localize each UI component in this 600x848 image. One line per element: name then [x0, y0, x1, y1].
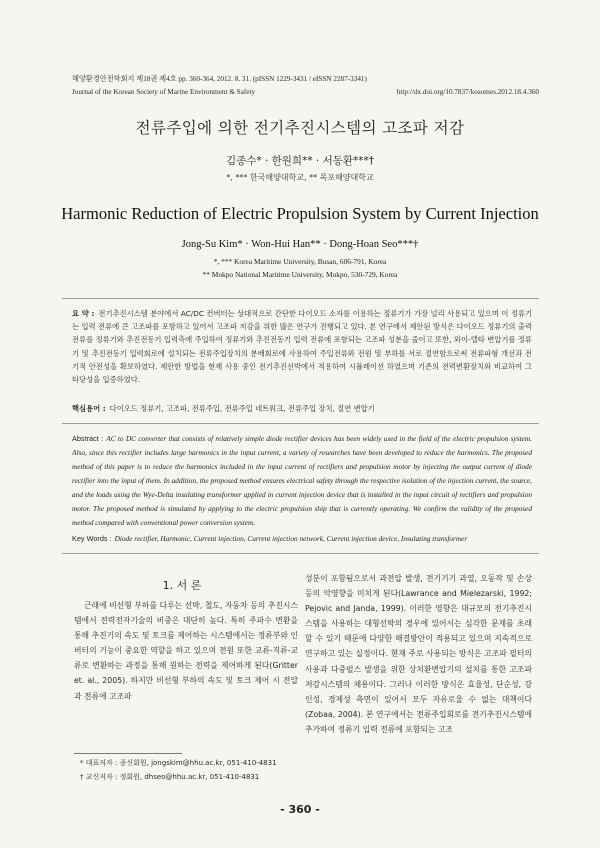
page-number: - 360 -	[280, 803, 320, 816]
footnote-corresponding-author: † 교신저자 : 정회원, dhseo@hhu.ac.kr, 051-410-4831	[80, 773, 260, 781]
keywords-korean	[72, 404, 532, 414]
title-korean: 전류주입에 의한 전기추진시스템의 고조파 저감	[135, 119, 465, 137]
body-column-left: 근래에 비선형 부하를 다루는 선박, 철도, 자동차 등의 추진시스템에서 전력전자기술의 비중은 대단히 높다. 특히 주파수 변환을 통해 추진기의 속도 및 토크를 제어하는 시스템에서는 정류부와 인버터의 기능이 중요한 역할을 하고 있으며 전원 또한 교류-직류-교류로 변환하는 과정을 통해 원하는 전력을 제어하게 된다(Gritter et. al., 2005). 하지만 비선형 부하의 속도 및 토크 제어 시 전압과 전류에 고조파	[74, 601, 298, 701]
journal-issue-line: 해양환경안전학회지 제18권 제4호 pp. 360-364, 2012. 8. 31. (pISSN 1229-3431 / eISSN 2287-3341)	[72, 75, 367, 83]
divider-middle	[62, 423, 539, 424]
section-heading-introduction: 1. 서 론	[162, 579, 202, 592]
abstract-english	[72, 432, 532, 530]
divider-bottom	[62, 553, 539, 554]
affiliation-english-2: ** Mokpo National Maritime University, Mokpo, 530-729, Korea	[202, 270, 398, 279]
footnote-rule	[74, 753, 182, 754]
body-column-right: 성분이 포함됨으로서 과전압 발생, 전기기기 과열, 오동작 및 손상 등의 악영향을 미치게 된다(Lawrance and Mielezarski, 1992; Pejovic and Janda, 1999). 이러한 영향은 대규모의 전기추진시스템을 사용하는 대형선박의 경우에 있어서는 심각한 문제를 초래할 수 있기 때문에 다양한 해결방안이 적용되고 있으며 지속적으로 연구하고 있는 실정이다. 현재 주로 사용되는 방식은 고조파 필터의 사용과 다중펄스 발생을 위한 상치환변압기의 설치를 통한 고조파 저감시스템의 채용이다. 그러나 이러한 방식은 효율성, 단순성, 강인성, 경제성 측면이 있어서 모두 자유로울 수 없는 대책이다(Zobaa, 2004). 본 연구에서는 전류주입회로를 전기추진시스템에 추가하여 정류기 입력 전류에 포함되는 고조	[305, 574, 532, 734]
abstract-korean-label: 요 약 :	[72, 309, 95, 318]
keywords-korean-label: 핵심용어 :	[72, 404, 106, 413]
authors-korean: 김종수* · 한원희** · 서동환***†	[225, 155, 375, 167]
divider-top	[62, 298, 539, 299]
affiliation-english-1: *, *** Korea Maritime University, Busan, 606-791, Korea	[213, 257, 387, 266]
footnote-lead-author: * 대표저자 : 종신회원, jongskim@hhu.ac.kr, 051-410-4831	[80, 759, 277, 767]
abstract-english-label: Abstract :	[72, 434, 104, 443]
abstract-english-text: AC to DC converter that consists of relatively simple diode rectifier devices has been widely used in the field of the electric propulsion system. Also, since this rectifier includes large harmonics in the input current, a variety of researches have been developed to reduce the harmonics. The proposed method of this paper is to reduce the harmonics included in the input current of rectifiers and propulsion motor by injecting the output current of diode rectifier into the input of them. In addition, the proposed method ensures electrical safety through the respective isolation of the injection current, the source, and the loads using the Wye-Delta insulating transformer applied in current injection device that is installed in the input circuit of rectifiers and propulsion motor. The proposed method is simulated by applying to the electric propulsion ship that is currently operating. We confirm the validity of the proposed method compared with conventional power conversion system.	[72, 434, 532, 527]
affiliations-korean: *, *** 한국해양대학교, ** 목포해양대학교	[226, 173, 374, 182]
title-english: Harmonic Reduction of Electric Propulsion System by Current Injection	[61, 204, 539, 223]
keywords-english-text: Diode rectifier, Harmonic, Current injection, Current injection network, Current injection device, Insulating transformer	[114, 534, 468, 543]
keywords-korean-text: 다이오드 정류기, 고조파, 전류주입, 전류주입 네트워크, 전류주입 장치, 절연 변압기	[109, 404, 375, 413]
keywords-english	[72, 534, 532, 543]
journal-name-en: Journal of the Korean Society of Marine Environment & Safety	[72, 88, 256, 96]
abstract-korean-text: 전기추진시스템 분야에서 AC/DC 컨버터는 상대적으로 간단한 다이오드 소자를 이용하는 정류기가 가장 널리 사용되고 있으며 이 정류기는 입력 전류에 큰 고조파를 포함하고 있어서 고조파 저감을 위한 많은 연구가 진행되고 있다. 본 연구에서 제안된 방식은 다이오드 정류기의 출력 전류를 정류기와 추진전동기 입력측에 주입하여 정류기와 추진전동기 입력 전류에 포함되는 고조파 성분을 줄이고 또한, 와이-델타 변압기를 정류기 및 추진전동기 입력회로에 설치되는 전류주입장치의 분배회로에 사용하여 주입전류와 전원 및 부하를 서로 절연함으로써 전류파형 개선과 전기적 안전성을 확보하였다. 제안한 방법을 현재 사용 중인 전기추진선박에서 적용하여 시뮬레이션 하였으며 기존의 전력변환장치와 비교하여 그 타당성을 입증하였다.	[72, 309, 532, 385]
keywords-english-label: Key Words :	[72, 534, 112, 543]
doi-link[interactable]: http://dx.doi.org/10.7837/kosomes.2012.18.4.360	[396, 88, 539, 96]
abstract-korean	[72, 307, 532, 386]
authors-english: Jong-Su Kim* · Won-Hui Han** · Dong-Hoan Seo***†	[181, 239, 419, 250]
